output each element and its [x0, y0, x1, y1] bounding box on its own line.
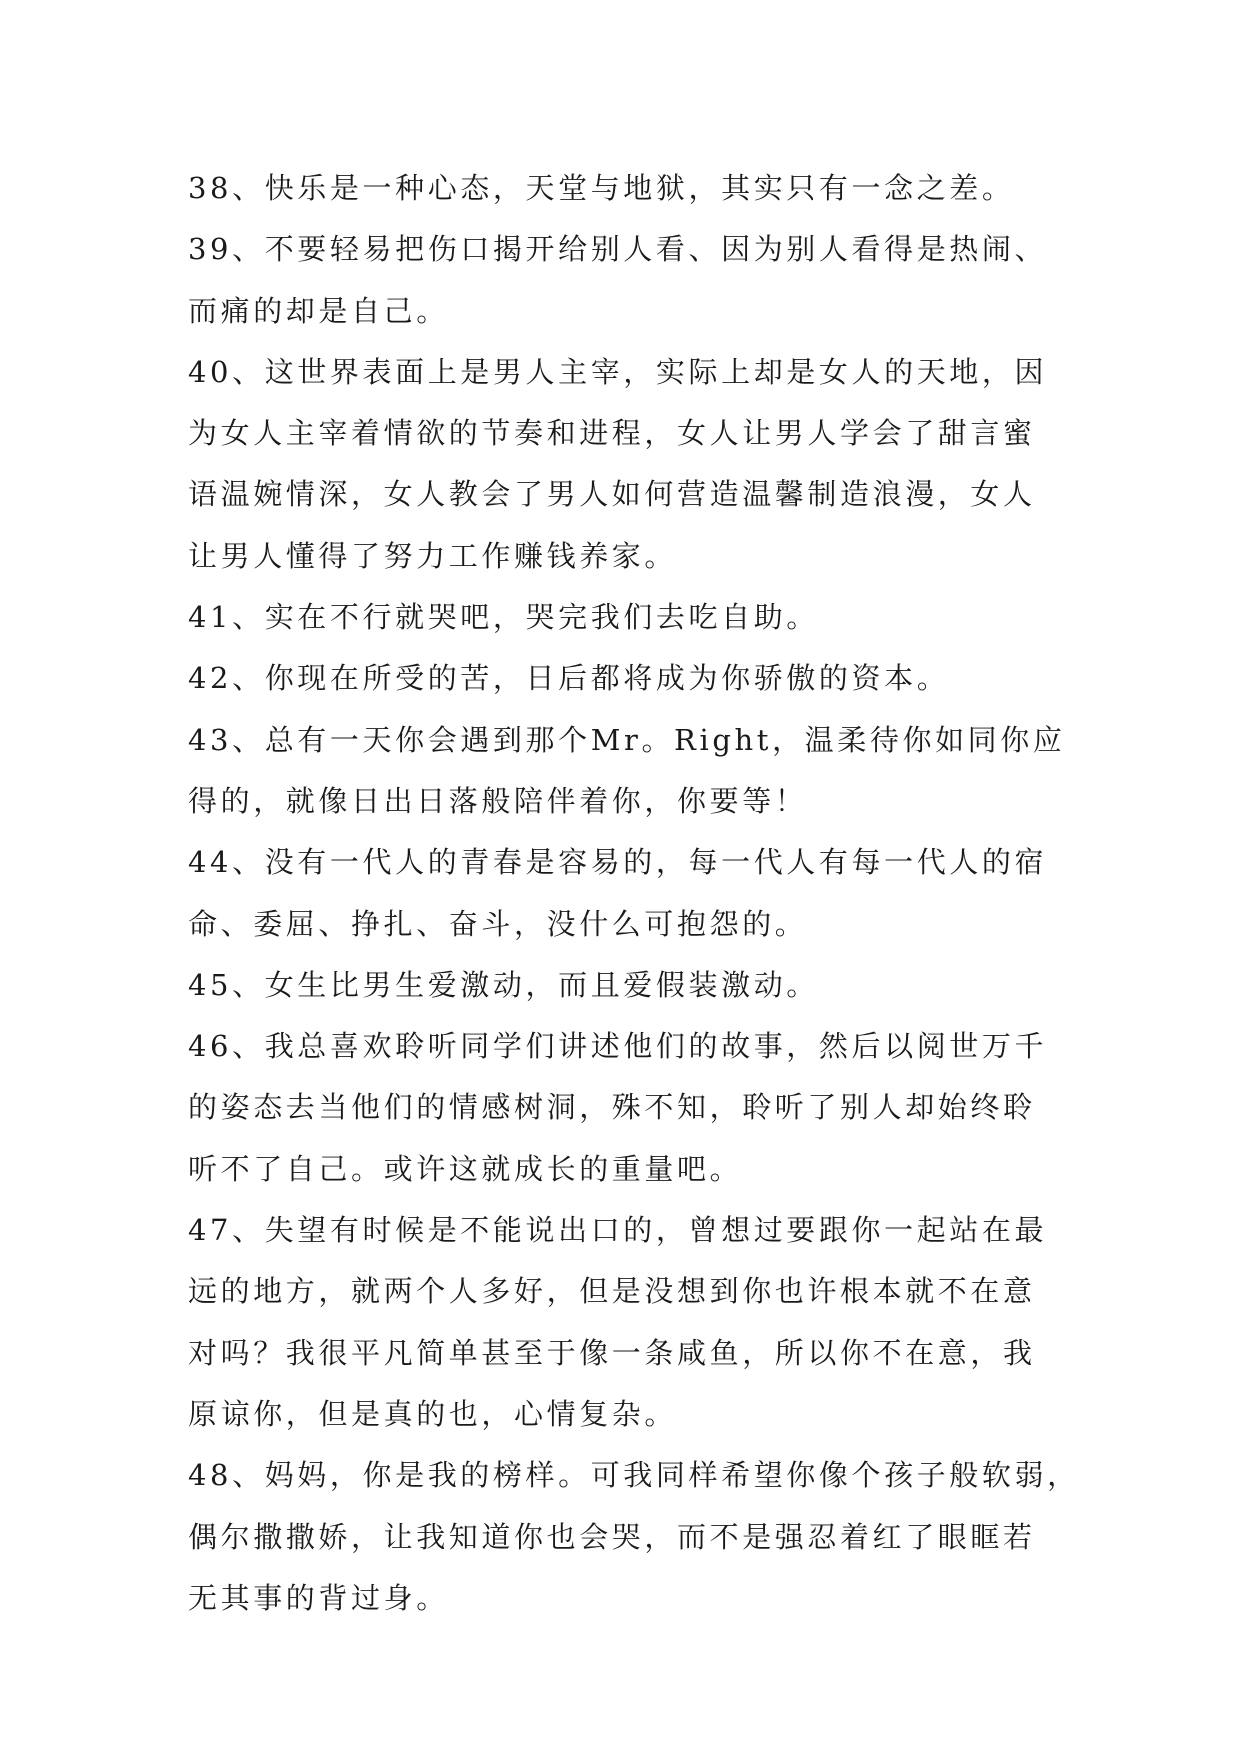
- list-item-45: [188, 955, 1088, 1016]
- text-line: 偶尔撒撒娇，让我知道你也会哭，而不是强忍着红了眼眶若: [188, 1519, 1036, 1554]
- text-line: 47、失望有时候是不能说出口的，曾想过要跟你一起站在最: [188, 1213, 1048, 1248]
- text-line: 原谅你，但是真的也，心情复杂。: [188, 1396, 678, 1431]
- list-item-46: [188, 1016, 1088, 1200]
- text-line: 的姿态去当他们的情感树洞，殊不知，聆听了别人却始终聆: [188, 1090, 1036, 1125]
- text-line: 40、这世界表面上是男人主宰，实际上却是女人的天地，因: [188, 354, 1048, 389]
- text-line: 43、总有一天你会遇到那个Mr。Right，温柔待你如同你应: [188, 722, 1066, 757]
- text-line: 无其事的背过身。: [188, 1580, 449, 1615]
- list-item-44: [188, 832, 1088, 955]
- text-line: 让男人懂得了努力工作赚钱养家。: [188, 538, 678, 573]
- text-line: 听不了自己。或许这就成长的重量吧。: [188, 1151, 743, 1186]
- text-line: 39、不要轻易把伤口揭开给别人看、因为别人看得是热闹、: [188, 232, 1048, 267]
- document-body: [188, 158, 1088, 1629]
- text-line: 而痛的却是自己。: [188, 293, 449, 328]
- text-line: 38、快乐是一种心态，天堂与地狱，其实只有一念之差。: [188, 171, 1015, 205]
- text-line: 得的，就像日出日落般陪伴着你，你要等！: [188, 783, 808, 818]
- text-line: 48、妈妈，你是我的榜样。可我同样希望你像个孩子般软弱，: [188, 1458, 1080, 1493]
- list-item-40: [188, 342, 1088, 587]
- list-item-43: [188, 710, 1088, 833]
- text-line: 命、委屈、挣扎、奋斗，没什么可抱怨的。: [188, 906, 808, 941]
- list-item-42: [188, 648, 1088, 709]
- text-line: 为女人主宰着情欲的节奏和进程，女人让男人学会了甜言蜜: [188, 416, 1036, 451]
- list-item-48: [188, 1445, 1088, 1629]
- text-line: 42、你现在所受的苦，日后都将成为你骄傲的资本。: [188, 661, 950, 696]
- text-line: 46、我总喜欢聆听同学们讲述他们的故事，然后以阅世万千: [188, 1029, 1048, 1064]
- list-item-41: [188, 587, 1088, 648]
- list-item-38: [188, 158, 1088, 219]
- text-line: 对吗？我很平凡简单甚至于像一条咸鱼，所以你不在意，我: [188, 1335, 1036, 1370]
- text-line: 45、女生比男生爱激动，而且爱假装激动。: [188, 967, 819, 1002]
- list-item-39: [188, 219, 1088, 342]
- text-line: 远的地方，就两个人多好，但是没想到你也许根本就不在意: [188, 1274, 1036, 1309]
- list-item-47: [188, 1200, 1088, 1445]
- text-line: 41、实在不行就哭吧，哭完我们去吃自助。: [188, 600, 819, 635]
- text-line: 语温婉情深，女人教会了男人如何营造温馨制造浪漫，女人: [188, 477, 1036, 512]
- text-line: 44、没有一代人的青春是容易的，每一代人有每一代人的宿: [188, 845, 1048, 880]
